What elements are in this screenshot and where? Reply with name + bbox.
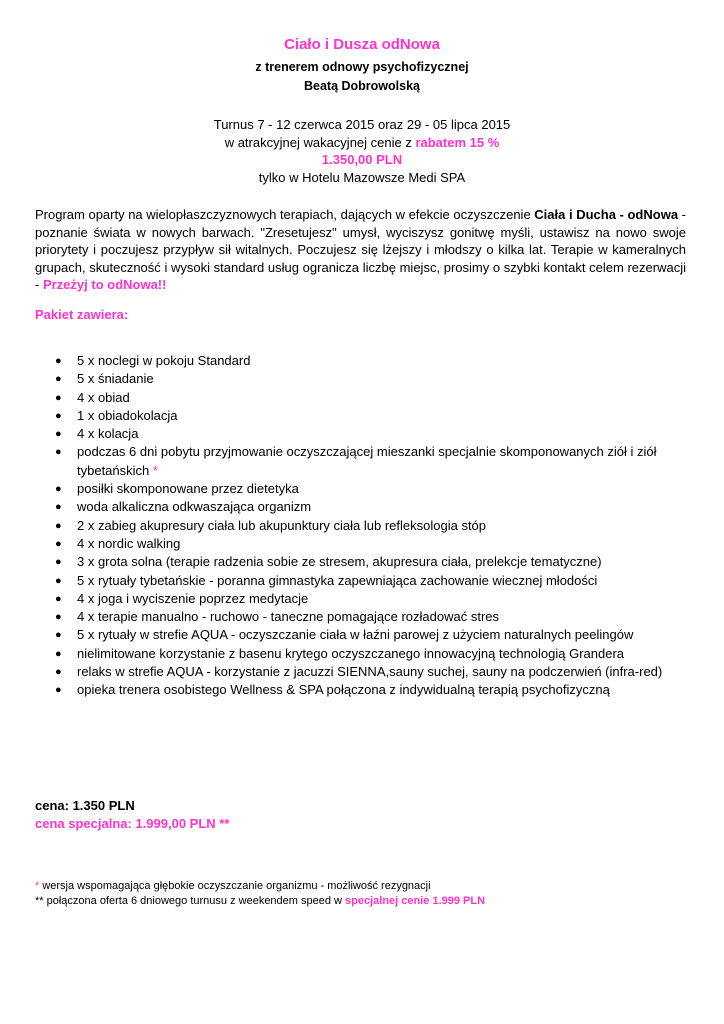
bullet-icon: ● [55,574,62,587]
bullet-icon: ● [55,446,62,459]
list-item: ● 4 x terapie manualno - ruchowo - taneczne pomagające rozładować stres [35,608,690,626]
list-item: ● 2 x zabieg akupresury ciała lub akupunktury ciała lub refleksologia stóp [35,517,690,535]
asterisk-mark: * [152,462,158,478]
list-item: ● 4 x obiad [35,389,690,407]
bullet-icon: ● [55,556,62,569]
list-item: ● 4 x joga i wyciszenie poprzez medytacje [35,590,690,608]
list-item: ● 5 x rytuały w strefie AQUA - oczyszczanie ciała w łaźni parowej z użyciem naturalnych peelingów [35,626,690,644]
bullet-icon: ● [55,629,62,642]
special-price: cena specjalna: 1.999,00 PLN ** [35,816,230,831]
list-item: ● 5 x noclegi w pokoju Standard [35,352,690,370]
trainer-name: Beatą Dobrowolską [303,79,420,93]
list-item: ● 3 x grota solna (terapie radzenia sobie ze stresem, akupresura ciała, prelekcje tematyczne) [35,553,690,571]
list-item: ● 4 x kolacja [35,425,690,443]
footnote-1: * wersja wspomagająca głębokie oczyszczanie organizmu - możliwość rezygnacji [35,880,431,892]
bullet-icon: ● [55,391,62,404]
bullet-icon: ● [55,428,62,441]
list-item: ● woda alkaliczna odkwaszająca organizm [35,498,690,516]
description-cta: Przeżyj to odNowa!! [42,277,167,293]
regular-price: cena: 1.350 PLN [35,798,135,813]
package-list [35,352,690,700]
offer-hotel: tylko w Hotelu Mazowsze Medi SPA [258,170,466,185]
bullet-icon: ● [55,611,62,624]
bullet-icon: ● [55,647,62,660]
bullet-icon: ● [55,409,62,422]
bullet-icon: ● [55,666,62,679]
list-item: ● 1 x obiadokolacja [35,407,690,425]
list-item: ● relaks w strefie AQUA - korzystanie z jacuzzi SIENNA,sauny suchej, sauny na podczerwień (infra-red) [35,663,690,681]
offer-discount-price: 1.350,00 PLN [321,152,403,167]
list-item: ● podczas 6 dni pobytu przyjmowanie oczyszczającej mieszanki specjalnie skomponowanych ziół i ziół tybetańskich * [55,444,657,478]
list-item: ● nielimitowane korzystanie z basenu krytego oczyszczanego innowacyjną technologią Grandera [35,645,690,663]
bullet-icon: ● [55,373,62,386]
offer-dates: Turnus 7 - 12 czerwca 2015 oraz 29 - 05 lipca 2015 [213,117,511,132]
offer-price-prefix: w atrakcyjnej wakacyjnej cenie z [224,135,416,150]
list-item: ● posiłki skomponowane przez dietetyka [35,480,690,498]
offer-discount: rabatem 15 % [415,135,500,150]
list-item: ● opieka trenera osobistego Wellness & SPA połączona z indywidualną terapią psychofizyczną [35,681,690,699]
bullet-icon: ● [55,519,62,532]
list-item: ● 4 x nordic walking [35,535,690,553]
list-item: ● 5 x śniadanie [35,370,690,388]
bullet-icon: ● [55,592,62,605]
description-part-1: Program oparty na wielopłaszczyznowych terapiach, dających w efekcie oczyszczenie [35,207,535,222]
bullet-icon: ● [55,355,62,367]
offer-price-line [0,135,724,150]
footnote-highlight: specjalnej cenie 1.999 PLN [345,895,486,907]
trainer-subtitle: z trenerem odnowy psychofizycznej [255,60,469,74]
program-description [35,206,686,294]
bullet-icon: ● [55,501,62,514]
footnote-2: ** połączona oferta 6 dniowego turnusu z weekendem speed w specjalnej cenie 1.999 PLN [35,895,486,907]
package-heading: Pakiet zawiera: [35,307,129,322]
bullet-icon: ● [55,483,62,496]
bullet-icon: ● [55,537,62,550]
document-title: Ciało i Dusza odNowa [284,36,440,53]
description-part-2: - poznanie świata w nowych barwach. "Zresetujesz" umysł, wyciszysz gonitwę myśli, ustawisz na nowo swoje priorytety i poczujesz przypływ sił witalnych. Poczujesz się lżejszy i młodszy o kilka lat. Terapie w kameralnych grupach, skuteczność i wysoki standard usług ogranicza liczbę miejsc, prosimy o szybki kontakt celem rezerwacji - [35,207,686,293]
bullet-icon: ● [55,684,62,697]
description-bold: Ciała i Ducha - odNowa [534,207,679,222]
list-item: ● 5 x rytuały tybetańskie - poranna gimnastyka zapewniająca zachowanie wiecznej młodości [35,572,690,590]
footnote-asterisk: * [35,880,40,892]
